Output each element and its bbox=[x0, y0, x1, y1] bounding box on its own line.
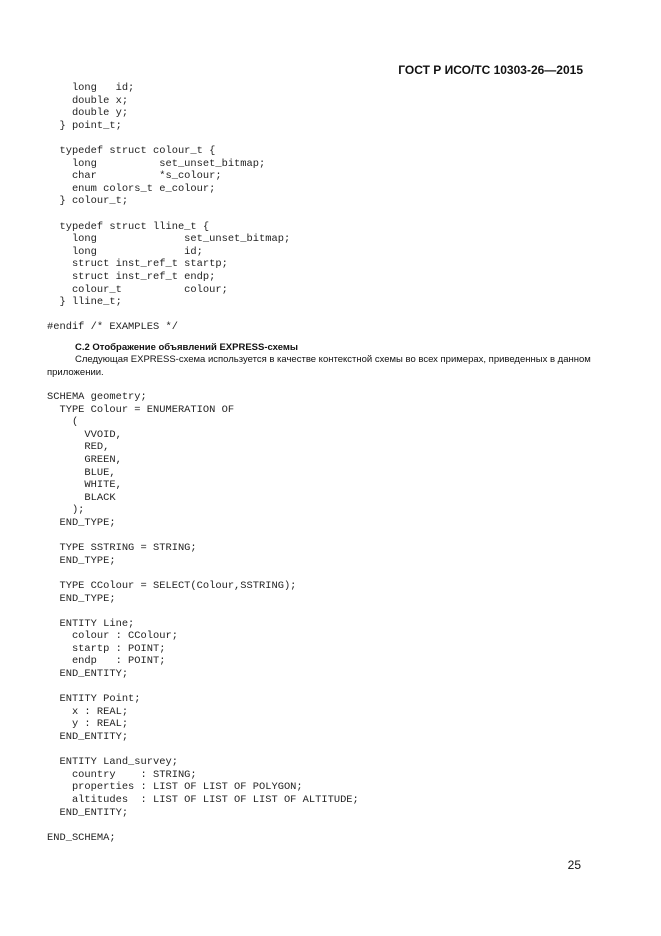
c-code-listing: long id; double x; double y; } point_t; typedef struct colour_t { long set_unset_bitmap; char *s_colour; enum colors_t e_colour; } colour_t; typedef struct lline_t { long set_unset_bitmap; long id; struct inst_ref_t startp; struct inst_ref_t endp; colour_t colour; } lline_t; #endif /* EXAMPLES */ bbox=[47, 82, 291, 334]
document-header: ГОСТ Р ИСО/ТС 10303-26—2015 bbox=[398, 63, 583, 77]
section-heading: C.2 Отображение объявлений EXPRESS-схемы bbox=[75, 342, 299, 353]
page-number: 25 bbox=[567, 858, 581, 872]
express-schema-listing: SCHEMA geometry; TYPE Colour = ENUMERATION OF ( VVOID, RED, GREEN, BLUE, WHITE, BLACK ); END_TYPE; TYPE SSTRING = STRING; END_TYPE; TYPE CColour = SELECT(Colour,SSTRING); END_TYPE; ENTITY Line; colour : CColour; startp : POINT; endp : POINT; END_ENTITY; ENTITY Point; x : REAL; y : REAL; END_ENTITY; ENTITY Land_survey; country : STRING; properties : LIST OF LIST OF POLYGON; altitudes : LIST OF LIST OF LIST OF ALTITUDE; END_ENTITY; END_SCHEMA; bbox=[47, 391, 359, 844]
section-paragraph: Следующая EXPRESS-схема используется в качестве контекстной схемы во всех примерах, приведенных в данном приложении. bbox=[47, 354, 591, 378]
